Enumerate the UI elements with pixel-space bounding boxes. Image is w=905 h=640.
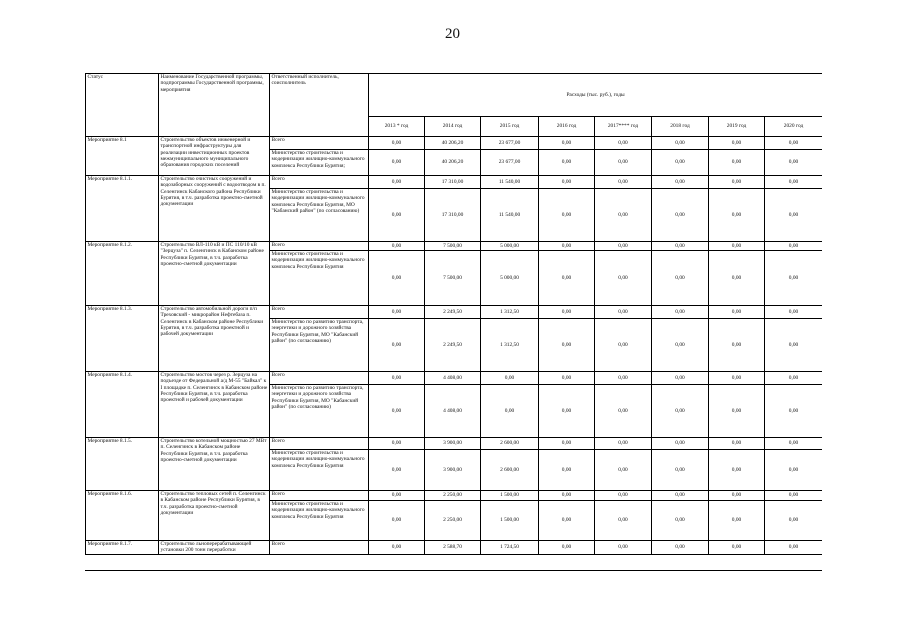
row-value: 4 408,00 xyxy=(425,385,481,438)
table-row xyxy=(86,242,823,251)
header-year: 2017**** год xyxy=(595,117,652,137)
budget-table xyxy=(85,73,822,555)
row-value: 0,00 xyxy=(539,251,595,306)
row-status: Мероприятие 8.1.5. xyxy=(86,438,159,491)
row-value: 17 310,00 xyxy=(425,189,481,242)
row-status: Мероприятие 8.1.1. xyxy=(86,176,159,242)
row-value: 0,00 xyxy=(652,491,709,501)
row-status: Мероприятие 8.1.7. xyxy=(86,541,159,555)
row-value: 3 900,00 xyxy=(425,438,481,450)
row-value: 0,00 xyxy=(709,438,765,450)
row-value: 0,00 xyxy=(595,541,652,555)
row-executor: Всего xyxy=(270,137,369,150)
row-value: 5 000,00 xyxy=(481,242,539,251)
row-value: 0,00 xyxy=(539,385,595,438)
row-value: 0,00 xyxy=(595,242,652,251)
row-name: Строительство автомобильной дороги п/п Треховский - микрорайон Нефтебаза п. Селенгинск в Кабанском районе Республики Бурятия, в т.ч. разработка проектной и рабочей документации xyxy=(159,306,270,372)
row-executor: Всего xyxy=(270,242,369,251)
row-value: 0,00 xyxy=(709,541,765,555)
row-value: 0,00 xyxy=(709,319,765,372)
row-value: 0,00 xyxy=(709,251,765,306)
row-executor: Министерство строительства и модернизации жилищно-коммунального комплекса Республики Бурятия xyxy=(270,501,369,541)
row-name: Строительство котельной мощностью 27 МВт п. Селенгинск в Кабанском районе Республики Бурятия, в т.ч. разработка проектно-сметной документации xyxy=(159,438,270,491)
row-value: 1 312,50 xyxy=(481,306,539,319)
row-value: 0,00 xyxy=(539,438,595,450)
row-value: 0,00 xyxy=(652,450,709,491)
header-year: 2020 год xyxy=(765,117,823,137)
row-value: 0,00 xyxy=(539,242,595,251)
header-year: 2014 год xyxy=(425,117,481,137)
row-value: 0,00 xyxy=(369,176,425,189)
row-value: 0,00 xyxy=(369,150,425,176)
page-number: 20 xyxy=(445,26,460,42)
row-value: 0,00 xyxy=(539,306,595,319)
row-value: 0,00 xyxy=(369,372,425,385)
table-row xyxy=(86,137,823,150)
row-value: 0,00 xyxy=(369,491,425,501)
row-value: 0,00 xyxy=(765,438,823,450)
row-value: 0,00 xyxy=(595,450,652,491)
table-row xyxy=(86,541,823,555)
row-name: Строительство очистных сооружений и водозаборных сооружений с водоотводом в п. Селенгинск Кабанского района Республики Бурятия, в т.ч. разработка проектно-сметной документации xyxy=(159,176,270,242)
row-value: 1 500,00 xyxy=(481,501,539,541)
row-value: 0,00 xyxy=(539,491,595,501)
row-value: 0,00 xyxy=(595,501,652,541)
header-executor: Ответственный исполнитель, соисполнитель xyxy=(270,74,369,137)
row-value: 0,00 xyxy=(709,189,765,242)
row-value: 0,00 xyxy=(652,242,709,251)
header-year: 2015 год xyxy=(481,117,539,137)
row-value: 23 677,00 xyxy=(481,137,539,150)
row-name: Строительство объектов инженерной и транспортной инфраструктуры для реализации инвестиционных проектов межмуниципального муниципального образования городских поселений xyxy=(159,137,270,176)
row-status: Мероприятие 8.1.4. xyxy=(86,372,159,438)
row-executor: Всего xyxy=(270,306,369,319)
row-value: 5 000,00 xyxy=(481,251,539,306)
row-value: 0,00 xyxy=(765,189,823,242)
row-value: 0,00 xyxy=(652,541,709,555)
row-value: 0,00 xyxy=(709,450,765,491)
row-status: Мероприятие 8.1.3. xyxy=(86,306,159,372)
row-value: 0,00 xyxy=(765,176,823,189)
row-value: 0,00 xyxy=(765,150,823,176)
header-name: Наименование Государственной программы, подпрограммы Государственной программы, мероприятия xyxy=(159,74,270,137)
row-value: 0,00 xyxy=(709,491,765,501)
row-value: 0,00 xyxy=(709,306,765,319)
row-value: 2 250,00 xyxy=(425,491,481,501)
row-value: 0,00 xyxy=(765,501,823,541)
row-value: 0,00 xyxy=(539,150,595,176)
row-value: 0,00 xyxy=(709,137,765,150)
row-value: 0,00 xyxy=(539,137,595,150)
row-value: 1 312,50 xyxy=(481,319,539,372)
row-value: 0,00 xyxy=(652,137,709,150)
row-executor: Всего xyxy=(270,438,369,450)
row-name: Строительство тепловых сетей п. Селенгинск в Кабанском районе Республики Бурятия, в т.ч. разработка проектно-сметной документации xyxy=(159,491,270,541)
row-value: 0,00 xyxy=(369,319,425,372)
row-value: 0,00 xyxy=(765,385,823,438)
row-executor: Всего xyxy=(270,491,369,501)
row-value: 0,00 xyxy=(595,176,652,189)
row-value: 0,00 xyxy=(595,319,652,372)
row-value: 3 900,00 xyxy=(425,450,481,491)
row-value: 0,00 xyxy=(765,450,823,491)
row-value: 0,00 xyxy=(539,189,595,242)
row-value: 0,00 xyxy=(709,242,765,251)
row-value: 11 540,00 xyxy=(481,176,539,189)
row-value: 0,00 xyxy=(652,385,709,438)
row-name: Строительство ВЛ-110 кВ и ПС 110/10 кВ "Зерцуза" п. Селенгинск в Кабанском районе Республики Бурятия, в т.ч. разработка проектно-сметной документации xyxy=(159,242,270,306)
row-value: 0,00 xyxy=(652,438,709,450)
row-value: 0,00 xyxy=(595,251,652,306)
row-value: 0,00 xyxy=(369,251,425,306)
row-value: 0,00 xyxy=(709,176,765,189)
row-value: 0,00 xyxy=(652,176,709,189)
row-value: 0,00 xyxy=(652,306,709,319)
row-value: 0,00 xyxy=(709,385,765,438)
row-value: 0,00 xyxy=(595,372,652,385)
row-value: 0,00 xyxy=(369,189,425,242)
row-value: 2 600,00 xyxy=(481,438,539,450)
header-year: 2019 год xyxy=(709,117,765,137)
row-value: 0,00 xyxy=(765,137,823,150)
row-value: 23 677,00 xyxy=(481,150,539,176)
row-value: 0,00 xyxy=(709,501,765,541)
row-value: 0,00 xyxy=(369,501,425,541)
row-value: 0,00 xyxy=(765,306,823,319)
row-executor: Всего xyxy=(270,176,369,189)
row-value: 0,00 xyxy=(539,176,595,189)
row-value: 0,00 xyxy=(652,501,709,541)
header-year: 2016 год xyxy=(539,117,595,137)
row-value: 0,00 xyxy=(595,150,652,176)
row-value: 40 206,20 xyxy=(425,150,481,176)
row-value: 0,00 xyxy=(595,189,652,242)
row-value: 0,00 xyxy=(369,306,425,319)
row-value: 4 408,00 xyxy=(425,372,481,385)
row-value: 0,00 xyxy=(652,251,709,306)
row-status: Мероприятие 8.1.2. xyxy=(86,242,159,306)
row-name: Строительство мостов через р. Зерцуза на подъезде от Федеральной а/д М-55 "Байкал" к I площадке п. Селенгинск в Кабанском районе Республики Бурятия, в т.ч. разработка проектной и рабочей документации xyxy=(159,372,270,438)
row-name: Строительство льноперерабатывающей установки 200 тонн переработки xyxy=(159,541,270,555)
row-value: 0,00 xyxy=(595,385,652,438)
row-executor: Министерство строительства и модернизации жилищно-коммунального комплекса Республики Бурятия; xyxy=(270,150,369,176)
header-status: Статус xyxy=(86,74,159,137)
table-row xyxy=(86,176,823,189)
row-value: 0,00 xyxy=(765,319,823,372)
row-value: 17 310,00 xyxy=(425,176,481,189)
row-value: 11 540,00 xyxy=(481,189,539,242)
row-executor: Министерство строительства и модернизации жилищно-коммунального комплекса Республики Бурятия, МО "Кабанский район" (по согласованию) xyxy=(270,189,369,242)
row-value: 0,00 xyxy=(369,385,425,438)
row-value: 0,00 xyxy=(595,306,652,319)
header-year: 2013 * год xyxy=(369,117,425,137)
header-year: 2018 год xyxy=(652,117,709,137)
row-value: 0,00 xyxy=(709,372,765,385)
row-value: 2 249,50 xyxy=(425,306,481,319)
row-value: 0,00 xyxy=(595,491,652,501)
row-value: 0,00 xyxy=(539,372,595,385)
row-value: 0,00 xyxy=(539,541,595,555)
row-value: 0,00 xyxy=(595,438,652,450)
row-value: 1 724,50 xyxy=(481,541,539,555)
row-executor: Министерство по развитию транспорта, энергетики и дорожного хозяйства Республики Бурятия, МО "Кабанский район" (по согласованию) xyxy=(270,319,369,372)
row-value: 0,00 xyxy=(369,541,425,555)
row-value: 0,00 xyxy=(765,541,823,555)
row-value: 2 600,00 xyxy=(481,450,539,491)
row-value: 2 249,50 xyxy=(425,319,481,372)
row-value: 0,00 xyxy=(652,319,709,372)
row-value: 0,00 xyxy=(709,150,765,176)
row-value: 7 500,00 xyxy=(425,251,481,306)
row-executor: Министерство строительства и модернизации жилищно-коммунального комплекса Республики Бурятия xyxy=(270,251,369,306)
row-executor: Министерство по развитию транспорта, энергетики и дорожного хозяйства Республики Бурятия, МО "Кабанский район" (по согласованию) xyxy=(270,385,369,438)
row-value: 40 206,20 xyxy=(425,137,481,150)
row-executor: Всего xyxy=(270,372,369,385)
budget-table-wrapper xyxy=(85,73,822,571)
table-row xyxy=(86,438,823,450)
table-body xyxy=(86,137,823,555)
row-value: 0,00 xyxy=(481,372,539,385)
row-value: 0,00 xyxy=(765,372,823,385)
row-value: 0,00 xyxy=(539,319,595,372)
table-row xyxy=(86,491,823,501)
row-status: Мероприятие 8.1.6. xyxy=(86,491,159,541)
row-value: 0,00 xyxy=(539,450,595,491)
table-row xyxy=(86,306,823,319)
row-value: 1 500,00 xyxy=(481,491,539,501)
row-value: 0,00 xyxy=(652,189,709,242)
row-value: 0,00 xyxy=(369,438,425,450)
row-value: 0,00 xyxy=(369,450,425,491)
row-value: 7 500,00 xyxy=(425,242,481,251)
row-value: 0,00 xyxy=(652,150,709,176)
row-value: 2 250,00 xyxy=(425,501,481,541)
row-value: 0,00 xyxy=(481,385,539,438)
row-value: 0,00 xyxy=(595,137,652,150)
table-row xyxy=(86,372,823,385)
row-value: 2 588,70 xyxy=(425,541,481,555)
row-value: 0,00 xyxy=(765,491,823,501)
row-executor: Министерство строительства и модернизации жилищно-коммунального комплекса Республики Бурятия xyxy=(270,450,369,491)
header-expenses: Расходы (тыс. руб.), годы xyxy=(369,74,823,117)
row-executor: Всего xyxy=(270,541,369,555)
row-value: 0,00 xyxy=(369,137,425,150)
row-value: 0,00 xyxy=(369,242,425,251)
row-status: Мероприятие 8.1 xyxy=(86,137,159,176)
row-value: 0,00 xyxy=(652,372,709,385)
row-value: 0,00 xyxy=(765,251,823,306)
row-value: 0,00 xyxy=(765,242,823,251)
row-value: 0,00 xyxy=(539,501,595,541)
